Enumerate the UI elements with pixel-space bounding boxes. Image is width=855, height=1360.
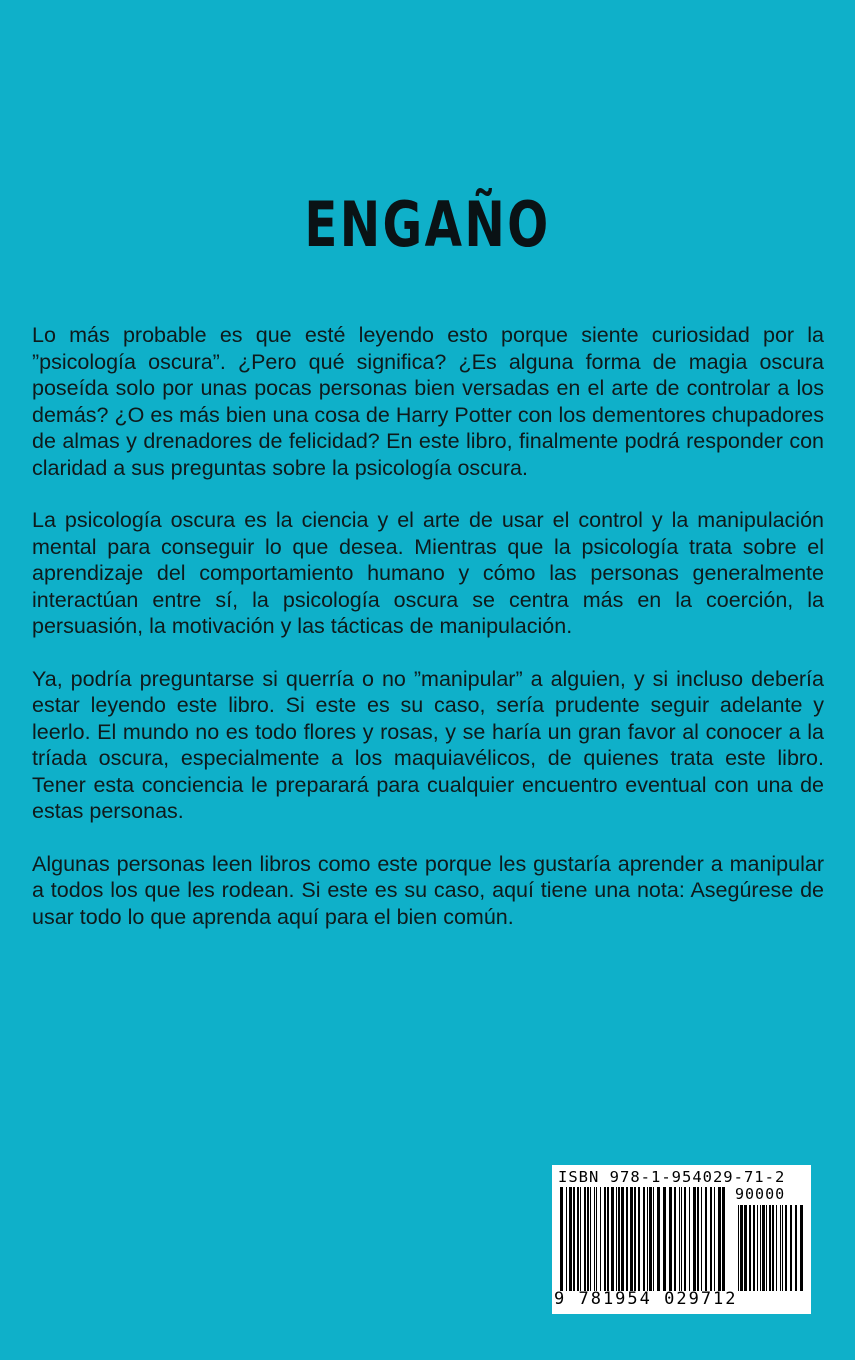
barcode-bar bbox=[657, 1187, 660, 1291]
book-title: ENGAÑO bbox=[304, 188, 551, 261]
barcode-bar bbox=[722, 1187, 725, 1291]
barcode-bar bbox=[647, 1187, 648, 1291]
barcode-bar bbox=[626, 1187, 628, 1291]
barcode-bar bbox=[800, 1205, 803, 1291]
barcode-bar bbox=[630, 1187, 633, 1291]
barcode-bar bbox=[714, 1187, 715, 1291]
barcode-bar bbox=[674, 1187, 676, 1291]
barcode-bar bbox=[616, 1187, 617, 1291]
barcode-bar bbox=[766, 1205, 767, 1291]
barcode-bar bbox=[604, 1187, 606, 1291]
back-cover-description bbox=[32, 322, 824, 956]
barcode-bar bbox=[785, 1205, 787, 1291]
barcode-bar bbox=[653, 1187, 654, 1291]
barcode-bar bbox=[795, 1205, 797, 1291]
barcode-bar bbox=[649, 1187, 652, 1291]
barcode-bar bbox=[681, 1187, 682, 1291]
barcode-bar bbox=[600, 1187, 601, 1291]
barcode-bar bbox=[710, 1187, 712, 1291]
barcode-bar bbox=[780, 1205, 781, 1291]
barcode-bar bbox=[643, 1187, 645, 1291]
barcode-bar bbox=[566, 1187, 567, 1291]
barcode-bar bbox=[560, 1187, 563, 1291]
ean-barcode-bars bbox=[554, 1187, 730, 1291]
barcode-bar bbox=[769, 1205, 771, 1291]
barcode-bar bbox=[580, 1187, 581, 1291]
barcode-bar bbox=[587, 1187, 589, 1291]
barcode-bar bbox=[689, 1187, 690, 1291]
barcode-bar bbox=[697, 1187, 699, 1291]
barcode-bar bbox=[618, 1187, 620, 1291]
paragraph-2: La psicología oscura es la ciencia y el arte de usar el control y la manipulación mental para conseguir lo que desea. Mientras que la psicología trata sobre el aprendizaje del comportamiento humano y cómo las personas generalmente interactúan entre sí, la psicología oscura se centra más en la coerción, la persuasión, la motivación y las tácticas de manipulación. bbox=[32, 508, 824, 638]
barcode-bar bbox=[577, 1187, 579, 1291]
paragraph-4: Algunas personas leen libros como este porque les gustaría aprender a manipular a todos los que les rodean. Si este es su caso, aquí tiene una nota: Asegúrese de usar todo lo que aprenda aquí para el bien común. bbox=[32, 851, 824, 929]
barcode-bar bbox=[679, 1187, 680, 1291]
barcode-bar bbox=[663, 1187, 666, 1291]
barcode-bar bbox=[740, 1205, 743, 1291]
barcode-bar bbox=[757, 1205, 758, 1291]
barcode-bar bbox=[611, 1187, 614, 1291]
isbn-barcode bbox=[552, 1165, 811, 1314]
addon-barcode-bars bbox=[732, 1205, 808, 1291]
barcode-bar bbox=[762, 1205, 765, 1291]
barcode-bar bbox=[738, 1205, 739, 1291]
barcode-bar bbox=[590, 1187, 591, 1291]
barcode-bar bbox=[669, 1187, 672, 1291]
price-code: 90000 bbox=[735, 1185, 786, 1203]
barcode-bar bbox=[594, 1187, 595, 1291]
barcode-bar bbox=[621, 1187, 624, 1291]
paragraph-3: Ya, podría preguntarse si querría o no ”manipular” a alguien, y si incluso debería estar leyendo este libro. Si este es su caso, sería prudente seguir adelante y leerlo. El mundo no es todo flores y rosas, y se haría un gran favor al conocer a la tríada oscura, especialmente a los maquiavélicos, de quienes trata este libro. Tener esta conciencia le preparará para cualquier encuentro eventual con una de estas personas. bbox=[32, 666, 824, 823]
barcode-bar bbox=[596, 1187, 597, 1291]
barcode-bar bbox=[634, 1187, 636, 1291]
barcode-bar bbox=[776, 1205, 777, 1291]
barcode-bar bbox=[607, 1187, 609, 1291]
barcode-bar bbox=[782, 1205, 783, 1291]
barcode-bar bbox=[573, 1187, 575, 1291]
barcode-bar bbox=[718, 1187, 721, 1291]
barcode-bar bbox=[569, 1187, 572, 1291]
barcode-bar bbox=[638, 1187, 640, 1291]
barcode-bar bbox=[760, 1205, 761, 1291]
barcode-bar bbox=[772, 1205, 774, 1291]
barcode-digits: 9 781954 029712 bbox=[554, 1289, 738, 1309]
barcode-bar bbox=[701, 1187, 702, 1291]
barcode-bar bbox=[584, 1187, 586, 1291]
paragraph-1: Lo más probable es que esté leyendo esto porque siente curiosidad por la ”psicología oscura”. ¿Pero qué significa? ¿Es alguna forma de magia oscura poseída solo por unas pocas personas bien versadas en el arte de controlar a los demás? ¿O es más bien una cosa de Harry Potter con los dementores chupadores de almas y drenadores de felicidad? En este libro, finalmente podrá responder con claridad a sus preguntas sobre la psicología oscura. bbox=[32, 323, 824, 480]
barcode-bar bbox=[744, 1205, 747, 1291]
barcode-bar bbox=[705, 1187, 707, 1291]
isbn-label: ISBN 978-1-954029-71-2 bbox=[558, 1168, 786, 1186]
barcode-bar bbox=[753, 1205, 755, 1291]
barcode-bar bbox=[693, 1187, 696, 1291]
barcode-bar bbox=[749, 1205, 751, 1291]
barcode-bar bbox=[790, 1205, 792, 1291]
barcode-bar bbox=[684, 1187, 686, 1291]
